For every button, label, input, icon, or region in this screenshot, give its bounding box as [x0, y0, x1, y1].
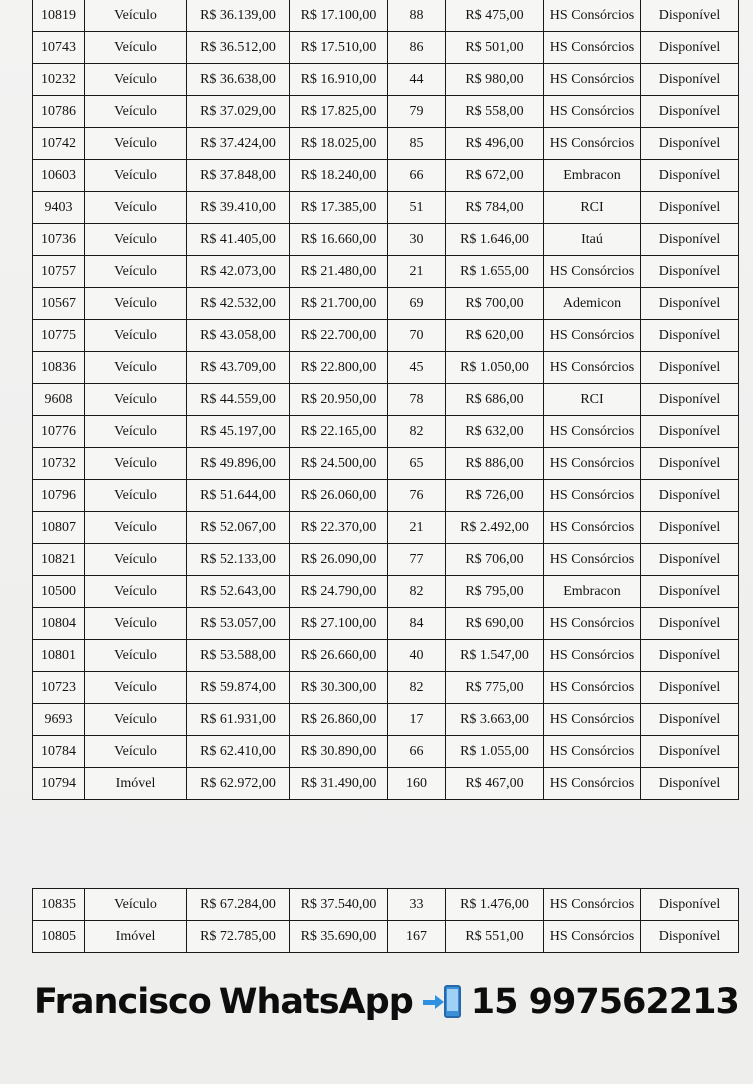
status-cell: Disponível	[641, 32, 739, 64]
quota-id-cell: 9403	[33, 192, 85, 224]
credit-value-cell: R$ 36.512,00	[187, 32, 290, 64]
installments-count-cell: 160	[388, 768, 446, 800]
quota-id-cell: 10742	[33, 128, 85, 160]
table-row	[33, 160, 739, 192]
quota-id-cell: 10732	[33, 448, 85, 480]
paid-value-cell: R$ 21.480,00	[290, 256, 388, 288]
credit-value-cell: R$ 49.896,00	[187, 448, 290, 480]
table-row	[33, 512, 739, 544]
quota-id-cell: 9693	[33, 704, 85, 736]
status-cell: Disponível	[641, 512, 739, 544]
category-cell: Veículo	[85, 704, 187, 736]
installment-value-cell: R$ 551,00	[446, 921, 544, 953]
installments-count-cell: 86	[388, 32, 446, 64]
credit-value-cell: R$ 36.638,00	[187, 64, 290, 96]
category-cell: Veículo	[85, 544, 187, 576]
credit-value-cell: R$ 52.067,00	[187, 512, 290, 544]
paid-value-cell: R$ 17.510,00	[290, 32, 388, 64]
status-cell: Disponível	[641, 160, 739, 192]
category-cell: Veículo	[85, 448, 187, 480]
quota-table-extra	[32, 888, 739, 953]
administrator-cell: HS Consórcios	[544, 736, 641, 768]
administrator-cell: HS Consórcios	[544, 128, 641, 160]
administrator-cell: HS Consórcios	[544, 96, 641, 128]
status-cell: Disponível	[641, 96, 739, 128]
table-row	[33, 384, 739, 416]
paid-value-cell: R$ 22.165,00	[290, 416, 388, 448]
credit-value-cell: R$ 59.874,00	[187, 672, 290, 704]
status-cell: Disponível	[641, 768, 739, 800]
table-row	[33, 889, 739, 921]
paid-value-cell: R$ 26.090,00	[290, 544, 388, 576]
installments-count-cell: 21	[388, 256, 446, 288]
credit-value-cell: R$ 43.058,00	[187, 320, 290, 352]
administrator-cell: HS Consórcios	[544, 768, 641, 800]
paid-value-cell: R$ 26.660,00	[290, 640, 388, 672]
category-cell: Veículo	[85, 256, 187, 288]
installments-count-cell: 66	[388, 160, 446, 192]
table-row	[33, 288, 739, 320]
installment-value-cell: R$ 686,00	[446, 384, 544, 416]
category-cell: Veículo	[85, 288, 187, 320]
quota-id-cell: 10819	[33, 0, 85, 32]
installments-count-cell: 33	[388, 889, 446, 921]
installment-value-cell: R$ 3.663,00	[446, 704, 544, 736]
installment-value-cell: R$ 558,00	[446, 96, 544, 128]
installment-value-cell: R$ 784,00	[446, 192, 544, 224]
administrator-cell: HS Consórcios	[544, 320, 641, 352]
installment-value-cell: R$ 700,00	[446, 288, 544, 320]
administrator-cell: Embracon	[544, 576, 641, 608]
category-cell: Veículo	[85, 128, 187, 160]
contact-footer	[34, 976, 739, 1028]
administrator-cell: Ademicon	[544, 288, 641, 320]
administrator-cell: HS Consórcios	[544, 256, 641, 288]
installment-value-cell: R$ 1.655,00	[446, 256, 544, 288]
table-row	[33, 736, 739, 768]
status-cell: Disponível	[641, 889, 739, 921]
installments-count-cell: 69	[388, 288, 446, 320]
credit-value-cell: R$ 37.848,00	[187, 160, 290, 192]
credit-value-cell: R$ 43.709,00	[187, 352, 290, 384]
table-row	[33, 352, 739, 384]
installment-value-cell: R$ 501,00	[446, 32, 544, 64]
installments-count-cell: 82	[388, 576, 446, 608]
table-row	[33, 576, 739, 608]
installment-value-cell: R$ 496,00	[446, 128, 544, 160]
status-cell: Disponível	[641, 576, 739, 608]
administrator-cell: HS Consórcios	[544, 480, 641, 512]
category-cell: Veículo	[85, 352, 187, 384]
administrator-cell: HS Consórcios	[544, 672, 641, 704]
installment-value-cell: R$ 672,00	[446, 160, 544, 192]
installment-value-cell: R$ 886,00	[446, 448, 544, 480]
status-cell: Disponível	[641, 544, 739, 576]
installments-count-cell: 21	[388, 512, 446, 544]
installment-value-cell: R$ 632,00	[446, 416, 544, 448]
category-cell: Veículo	[85, 64, 187, 96]
installments-count-cell: 70	[388, 320, 446, 352]
installment-value-cell: R$ 726,00	[446, 480, 544, 512]
quota-id-cell: 10821	[33, 544, 85, 576]
administrator-cell: HS Consórcios	[544, 32, 641, 64]
installments-count-cell: 77	[388, 544, 446, 576]
credit-value-cell: R$ 37.424,00	[187, 128, 290, 160]
paid-value-cell: R$ 17.100,00	[290, 0, 388, 32]
status-cell: Disponível	[641, 921, 739, 953]
administrator-cell: HS Consórcios	[544, 0, 641, 32]
paid-value-cell: R$ 18.025,00	[290, 128, 388, 160]
status-cell: Disponível	[641, 608, 739, 640]
credit-value-cell: R$ 42.073,00	[187, 256, 290, 288]
quota-table	[32, 0, 739, 800]
installments-count-cell: 88	[388, 0, 446, 32]
administrator-cell: HS Consórcios	[544, 704, 641, 736]
contact-app: WhatsApp	[218, 982, 413, 1022]
installments-count-cell: 65	[388, 448, 446, 480]
quota-id-cell: 10500	[33, 576, 85, 608]
installment-value-cell: R$ 475,00	[446, 0, 544, 32]
contact-phone: 15 997562213	[470, 982, 739, 1022]
paid-value-cell: R$ 22.370,00	[290, 512, 388, 544]
installments-count-cell: 44	[388, 64, 446, 96]
category-cell: Veículo	[85, 384, 187, 416]
category-cell: Veículo	[85, 0, 187, 32]
paid-value-cell: R$ 26.860,00	[290, 704, 388, 736]
category-cell: Veículo	[85, 512, 187, 544]
paid-value-cell: R$ 27.100,00	[290, 608, 388, 640]
status-cell: Disponível	[641, 448, 739, 480]
installments-count-cell: 78	[388, 384, 446, 416]
credit-value-cell: R$ 39.410,00	[187, 192, 290, 224]
installments-count-cell: 76	[388, 480, 446, 512]
administrator-cell: HS Consórcios	[544, 416, 641, 448]
status-cell: Disponível	[641, 704, 739, 736]
credit-value-cell: R$ 61.931,00	[187, 704, 290, 736]
quota-id-cell: 10801	[33, 640, 85, 672]
paid-value-cell: R$ 35.690,00	[290, 921, 388, 953]
credit-value-cell: R$ 45.197,00	[187, 416, 290, 448]
quota-id-cell: 10796	[33, 480, 85, 512]
credit-value-cell: R$ 52.643,00	[187, 576, 290, 608]
credit-value-cell: R$ 62.972,00	[187, 768, 290, 800]
table-row	[33, 96, 739, 128]
credit-value-cell: R$ 53.588,00	[187, 640, 290, 672]
installment-value-cell: R$ 2.492,00	[446, 512, 544, 544]
table-row	[33, 0, 739, 32]
installment-value-cell: R$ 1.476,00	[446, 889, 544, 921]
quota-id-cell: 10736	[33, 224, 85, 256]
credit-value-cell: R$ 36.139,00	[187, 0, 290, 32]
status-cell: Disponível	[641, 384, 739, 416]
status-cell: Disponível	[641, 320, 739, 352]
quota-id-cell: 10805	[33, 921, 85, 953]
status-cell: Disponível	[641, 224, 739, 256]
quota-id-cell: 10835	[33, 889, 85, 921]
administrator-cell: Itaú	[544, 224, 641, 256]
quota-id-cell: 10757	[33, 256, 85, 288]
table-row	[33, 921, 739, 953]
installment-value-cell: R$ 775,00	[446, 672, 544, 704]
credit-value-cell: R$ 52.133,00	[187, 544, 290, 576]
status-cell: Disponível	[641, 128, 739, 160]
installment-value-cell: R$ 620,00	[446, 320, 544, 352]
status-cell: Disponível	[641, 256, 739, 288]
installments-count-cell: 66	[388, 736, 446, 768]
administrator-cell: HS Consórcios	[544, 544, 641, 576]
installments-count-cell: 30	[388, 224, 446, 256]
administrator-cell: HS Consórcios	[544, 889, 641, 921]
administrator-cell: RCI	[544, 192, 641, 224]
table-row	[33, 256, 739, 288]
status-cell: Disponível	[641, 352, 739, 384]
category-cell: Veículo	[85, 32, 187, 64]
table-row	[33, 608, 739, 640]
table-row	[33, 64, 739, 96]
administrator-cell: HS Consórcios	[544, 608, 641, 640]
table-row	[33, 128, 739, 160]
table-row	[33, 320, 739, 352]
credit-value-cell: R$ 72.785,00	[187, 921, 290, 953]
quota-id-cell: 10232	[33, 64, 85, 96]
category-cell: Veículo	[85, 640, 187, 672]
paid-value-cell: R$ 30.890,00	[290, 736, 388, 768]
category-cell: Veículo	[85, 160, 187, 192]
installments-count-cell: 40	[388, 640, 446, 672]
table-row	[33, 192, 739, 224]
status-cell: Disponível	[641, 640, 739, 672]
category-cell: Veículo	[85, 576, 187, 608]
status-cell: Disponível	[641, 736, 739, 768]
table-row	[33, 672, 739, 704]
paid-value-cell: R$ 21.700,00	[290, 288, 388, 320]
mobile-phone-with-arrow-icon	[421, 983, 465, 1021]
status-cell: Disponível	[641, 672, 739, 704]
installment-value-cell: R$ 795,00	[446, 576, 544, 608]
status-cell: Disponível	[641, 0, 739, 32]
quota-id-cell: 10794	[33, 768, 85, 800]
paid-value-cell: R$ 24.500,00	[290, 448, 388, 480]
credit-value-cell: R$ 41.405,00	[187, 224, 290, 256]
paid-value-cell: R$ 37.540,00	[290, 889, 388, 921]
table-row	[33, 640, 739, 672]
table-row	[33, 416, 739, 448]
credit-value-cell: R$ 53.057,00	[187, 608, 290, 640]
table-row	[33, 32, 739, 64]
table-row	[33, 224, 739, 256]
contact-name: Francisco	[34, 982, 211, 1022]
installment-value-cell: R$ 1.055,00	[446, 736, 544, 768]
quota-id-cell: 10836	[33, 352, 85, 384]
status-cell: Disponível	[641, 416, 739, 448]
category-cell: Imóvel	[85, 768, 187, 800]
quota-id-cell: 10807	[33, 512, 85, 544]
quota-id-cell: 10776	[33, 416, 85, 448]
credit-value-cell: R$ 67.284,00	[187, 889, 290, 921]
credit-value-cell: R$ 42.532,00	[187, 288, 290, 320]
credit-value-cell: R$ 37.029,00	[187, 96, 290, 128]
status-cell: Disponível	[641, 480, 739, 512]
table-row	[33, 544, 739, 576]
installment-value-cell: R$ 980,00	[446, 64, 544, 96]
quota-id-cell: 10784	[33, 736, 85, 768]
administrator-cell: HS Consórcios	[544, 640, 641, 672]
category-cell: Imóvel	[85, 921, 187, 953]
category-cell: Veículo	[85, 608, 187, 640]
installments-count-cell: 17	[388, 704, 446, 736]
installment-value-cell: R$ 1.646,00	[446, 224, 544, 256]
installments-count-cell: 84	[388, 608, 446, 640]
table-row	[33, 448, 739, 480]
category-cell: Veículo	[85, 320, 187, 352]
table-row	[33, 768, 739, 800]
installment-value-cell: R$ 1.050,00	[446, 352, 544, 384]
credit-value-cell: R$ 62.410,00	[187, 736, 290, 768]
status-cell: Disponível	[641, 288, 739, 320]
paid-value-cell: R$ 26.060,00	[290, 480, 388, 512]
category-cell: Veículo	[85, 672, 187, 704]
paid-value-cell: R$ 18.240,00	[290, 160, 388, 192]
credit-value-cell: R$ 44.559,00	[187, 384, 290, 416]
quota-id-cell: 10804	[33, 608, 85, 640]
status-cell: Disponível	[641, 192, 739, 224]
paid-value-cell: R$ 16.910,00	[290, 64, 388, 96]
paid-value-cell: R$ 17.385,00	[290, 192, 388, 224]
quota-id-cell: 9608	[33, 384, 85, 416]
credit-value-cell: R$ 51.644,00	[187, 480, 290, 512]
installments-count-cell: 82	[388, 416, 446, 448]
installment-value-cell: R$ 690,00	[446, 608, 544, 640]
administrator-cell: HS Consórcios	[544, 448, 641, 480]
table-row	[33, 704, 739, 736]
quota-id-cell: 10786	[33, 96, 85, 128]
administrator-cell: HS Consórcios	[544, 512, 641, 544]
installments-count-cell: 85	[388, 128, 446, 160]
category-cell: Veículo	[85, 889, 187, 921]
quota-id-cell: 10743	[33, 32, 85, 64]
paid-value-cell: R$ 17.825,00	[290, 96, 388, 128]
status-cell: Disponível	[641, 64, 739, 96]
installment-value-cell: R$ 467,00	[446, 768, 544, 800]
quota-id-cell: 10775	[33, 320, 85, 352]
quota-id-cell: 10603	[33, 160, 85, 192]
table-row	[33, 480, 739, 512]
quota-id-cell: 10567	[33, 288, 85, 320]
quota-id-cell: 10723	[33, 672, 85, 704]
category-cell: Veículo	[85, 416, 187, 448]
installments-count-cell: 45	[388, 352, 446, 384]
category-cell: Veículo	[85, 96, 187, 128]
paid-value-cell: R$ 16.660,00	[290, 224, 388, 256]
category-cell: Veículo	[85, 736, 187, 768]
paid-value-cell: R$ 31.490,00	[290, 768, 388, 800]
paid-value-cell: R$ 22.800,00	[290, 352, 388, 384]
administrator-cell: HS Consórcios	[544, 64, 641, 96]
administrator-cell: HS Consórcios	[544, 352, 641, 384]
installments-count-cell: 82	[388, 672, 446, 704]
administrator-cell: HS Consórcios	[544, 921, 641, 953]
administrator-cell: Embracon	[544, 160, 641, 192]
category-cell: Veículo	[85, 480, 187, 512]
installments-count-cell: 167	[388, 921, 446, 953]
installments-count-cell: 51	[388, 192, 446, 224]
paid-value-cell: R$ 22.700,00	[290, 320, 388, 352]
paid-value-cell: R$ 24.790,00	[290, 576, 388, 608]
category-cell: Veículo	[85, 224, 187, 256]
paid-value-cell: R$ 20.950,00	[290, 384, 388, 416]
category-cell: Veículo	[85, 192, 187, 224]
paid-value-cell: R$ 30.300,00	[290, 672, 388, 704]
installment-value-cell: R$ 1.547,00	[446, 640, 544, 672]
administrator-cell: RCI	[544, 384, 641, 416]
installments-count-cell: 79	[388, 96, 446, 128]
installment-value-cell: R$ 706,00	[446, 544, 544, 576]
